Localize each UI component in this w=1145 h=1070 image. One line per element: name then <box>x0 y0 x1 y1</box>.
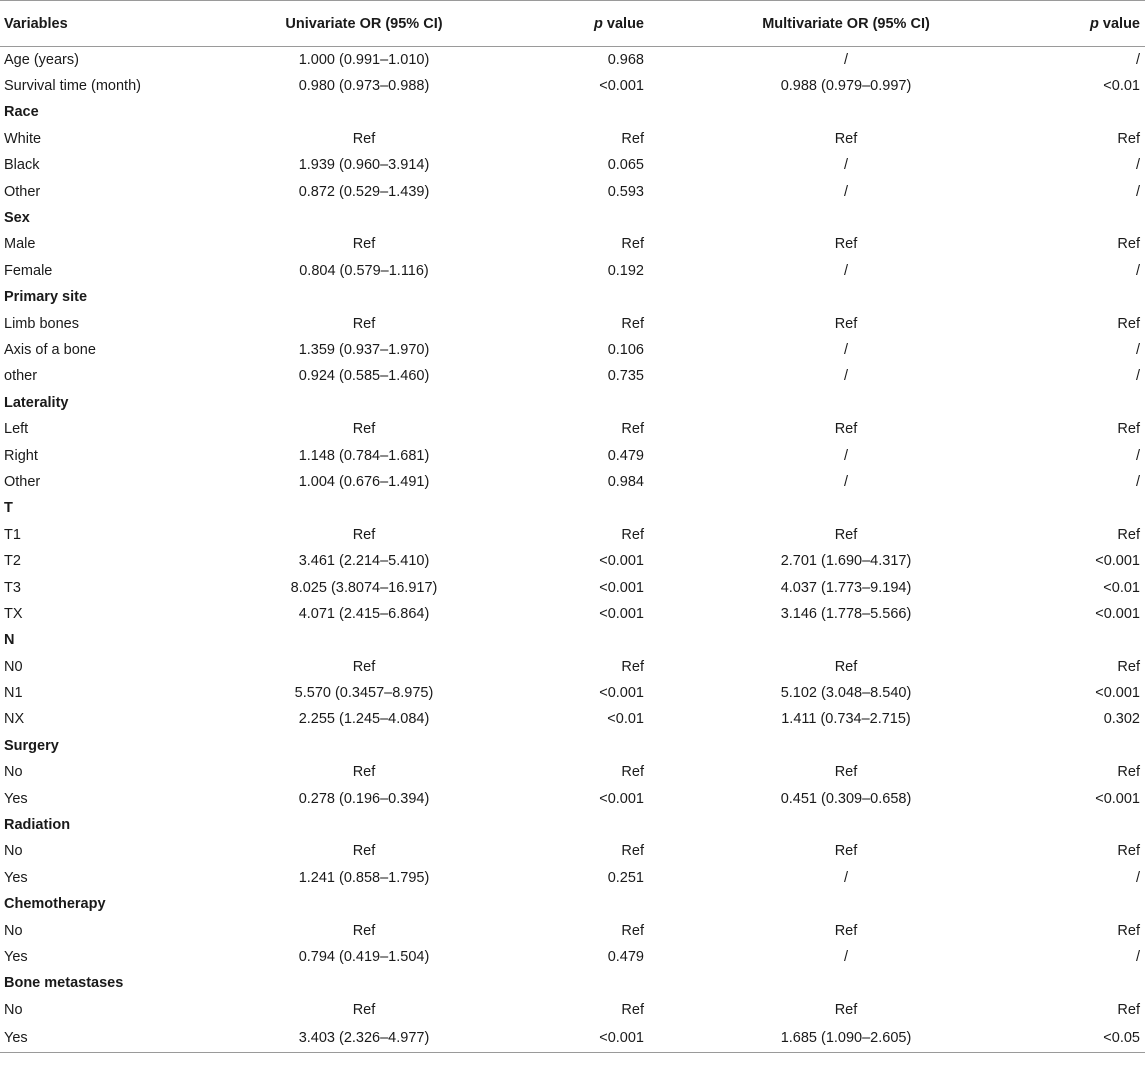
multivariate-p-cell: Ref <box>1117 130 1140 147</box>
univariate-p-cell: Ref <box>621 658 644 675</box>
univariate-p-cell: <0.001 <box>599 579 644 596</box>
multivariate-or-cell: 4.037 (1.773–9.194) <box>780 579 912 596</box>
univariate-or-cell: Ref <box>352 130 376 147</box>
multivariate-or-cell: / <box>843 157 849 174</box>
univariate-p-cell <box>534 812 651 838</box>
variable-cell: Surgery <box>4 737 59 754</box>
variable-cell: Male <box>4 236 36 253</box>
univariate-p-cell: Ref <box>621 764 644 781</box>
header-row <box>0 1 1145 47</box>
header-univariate: Univariate OR (95% CI) <box>194 1 534 47</box>
multivariate-p-cell: <0.001 <box>1095 790 1140 807</box>
multivariate-p-cell: Ref <box>1117 922 1140 939</box>
multivariate-p-cell: Ref <box>1117 526 1140 543</box>
section-header-row <box>0 390 1145 416</box>
univariate-p-cell <box>534 627 651 653</box>
multivariate-or-cell: / <box>843 473 849 490</box>
variable-cell: Left <box>4 421 29 438</box>
multivariate-p-cell <box>1041 970 1145 996</box>
multivariate-or-cell: Ref <box>834 764 858 781</box>
multivariate-p-cell: <0.001 <box>1095 685 1140 702</box>
univariate-or-cell <box>194 891 534 917</box>
table-row <box>0 73 1145 99</box>
univariate-or-cell <box>194 733 534 759</box>
multivariate-p-cell: <0.001 <box>1095 553 1140 570</box>
variable-cell: N <box>4 632 15 649</box>
multivariate-or-cell: 2.701 (1.690–4.317) <box>780 553 912 570</box>
table-row <box>0 231 1145 257</box>
table-row <box>0 706 1145 732</box>
multivariate-p-cell: Ref <box>1117 315 1140 332</box>
univariate-p-cell: <0.001 <box>534 1023 651 1053</box>
multivariate-p-cell <box>1041 99 1145 125</box>
multivariate-or-cell: Ref <box>834 315 858 332</box>
univariate-or-cell <box>194 284 534 310</box>
table-row <box>0 152 1145 178</box>
multivariate-or-cell: 1.411 (0.734–2.715) <box>781 711 911 728</box>
table-row <box>0 1023 1145 1053</box>
variable-cell: Yes <box>0 1023 194 1053</box>
univariate-p-cell <box>534 495 651 521</box>
multivariate-p-cell: Ref <box>1117 843 1140 860</box>
univariate-or-cell: Ref <box>352 922 376 939</box>
variable-cell: T1 <box>4 526 21 543</box>
univariate-or-cell: Ref <box>352 236 376 253</box>
univariate-p-cell <box>534 970 651 996</box>
table-row <box>0 416 1145 442</box>
table-row <box>0 653 1145 679</box>
variable-cell: White <box>4 130 42 147</box>
multivariate-or-cell <box>651 627 1041 653</box>
univariate-or-cell <box>194 205 534 231</box>
multivariate-p-cell: / <box>1135 447 1140 464</box>
univariate-p-cell: Ref <box>621 1001 644 1018</box>
section-header-row <box>0 495 1145 521</box>
univariate-p-cell <box>534 99 651 125</box>
multivariate-or-cell: / <box>843 447 849 464</box>
variable-cell: Bone metastases <box>4 975 124 992</box>
header-p-suffix: value <box>602 15 644 32</box>
univariate-p-cell: Ref <box>621 843 644 860</box>
multivariate-or-cell: / <box>843 368 849 385</box>
variable-cell: Limb bones <box>4 315 79 332</box>
multivariate-p-cell: Ref <box>1117 764 1140 781</box>
header-p-italic: p <box>1090 15 1099 32</box>
multivariate-p-cell: / <box>1135 341 1140 358</box>
univariate-p-cell: 0.593 <box>607 183 644 200</box>
univariate-p-cell: Ref <box>621 236 644 253</box>
section-header-row <box>0 99 1145 125</box>
header-p-italic: p <box>594 15 603 32</box>
variable-cell: Age (years) <box>4 51 79 68</box>
variable-cell: Female <box>4 262 53 279</box>
variable-cell: T3 <box>4 579 21 596</box>
variable-cell: N0 <box>4 658 23 675</box>
multivariate-or-cell: Ref <box>834 526 858 543</box>
multivariate-or-cell <box>651 970 1041 996</box>
univariate-p-cell: 0.106 <box>607 341 644 358</box>
univariate-p-cell: 0.735 <box>607 368 644 385</box>
multivariate-p-cell <box>1041 495 1145 521</box>
univariate-or-cell: 3.403 (2.326–4.977) <box>194 1023 534 1053</box>
variable-cell: Race <box>4 104 39 121</box>
multivariate-p-cell: / <box>1135 183 1140 200</box>
multivariate-or-cell: 1.685 (1.090–2.605) <box>651 1023 1041 1053</box>
multivariate-or-cell: Ref <box>834 922 858 939</box>
univariate-or-cell: 0.924 (0.585–1.460) <box>298 368 430 385</box>
univariate-p-cell: Ref <box>621 315 644 332</box>
section-header-row <box>0 733 1145 759</box>
table-row <box>0 917 1145 943</box>
header-variables: Variables <box>0 1 194 47</box>
univariate-p-cell <box>534 733 651 759</box>
table-row <box>0 522 1145 548</box>
variable-cell: Chemotherapy <box>4 896 106 913</box>
univariate-or-cell: 8.025 (3.8074–16.917) <box>290 579 438 596</box>
univariate-p-cell: 0.192 <box>607 262 644 279</box>
univariate-p-cell <box>534 390 651 416</box>
univariate-p-cell: <0.001 <box>599 553 644 570</box>
univariate-or-cell: 4.071 (2.415–6.864) <box>298 605 430 622</box>
univariate-or-cell: 1.241 (0.858–1.795) <box>298 869 430 886</box>
variable-cell: NX <box>4 711 25 728</box>
univariate-p-cell: 0.984 <box>607 473 644 490</box>
multivariate-or-cell: Ref <box>834 236 858 253</box>
table-row <box>0 601 1145 627</box>
table-row <box>0 785 1145 811</box>
variable-cell: Axis of a bone <box>4 341 96 358</box>
header-multivariate: Multivariate OR (95% CI) <box>651 1 1041 47</box>
variable-cell: Other <box>4 183 41 200</box>
table-row <box>0 680 1145 706</box>
variable-cell: No <box>4 922 23 939</box>
table-row <box>0 442 1145 468</box>
multivariate-or-cell <box>651 390 1041 416</box>
multivariate-p-cell: / <box>1135 51 1140 68</box>
variable-cell: Yes <box>4 869 28 886</box>
univariate-p-cell: Ref <box>621 130 644 147</box>
multivariate-p-cell: / <box>1135 368 1140 385</box>
multivariate-p-cell <box>1041 390 1145 416</box>
table-row <box>0 759 1145 785</box>
variable-cell: Yes <box>4 948 28 965</box>
variable-cell: Yes <box>4 790 28 807</box>
variable-cell: Black <box>4 157 40 174</box>
variable-cell: Sex <box>4 210 30 227</box>
univariate-p-cell: <0.001 <box>599 685 644 702</box>
section-header-row <box>0 284 1145 310</box>
variable-cell: N1 <box>4 685 23 702</box>
multivariate-or-cell <box>651 284 1041 310</box>
univariate-p-cell: 0.251 <box>607 869 644 886</box>
header-p-suffix: value <box>1098 15 1140 32</box>
multivariate-p-cell: / <box>1135 262 1140 279</box>
univariate-or-cell <box>194 627 534 653</box>
univariate-p-cell: Ref <box>621 922 644 939</box>
multivariate-or-cell: Ref <box>834 658 858 675</box>
table-row <box>0 944 1145 970</box>
table-row <box>0 126 1145 152</box>
univariate-or-cell: Ref <box>352 843 376 860</box>
variable-cell: Right <box>4 447 38 464</box>
univariate-or-cell: 1.000 (0.991–1.010) <box>298 51 430 68</box>
univariate-p-cell <box>534 284 651 310</box>
univariate-or-cell: 3.461 (2.214–5.410) <box>298 553 430 570</box>
table-row <box>0 997 1145 1023</box>
multivariate-or-cell <box>651 733 1041 759</box>
univariate-or-cell: 2.255 (1.245–4.084) <box>298 711 430 728</box>
multivariate-p-cell: / <box>1135 473 1140 490</box>
variable-cell: T <box>4 500 13 517</box>
univariate-or-cell: 0.872 (0.529–1.439) <box>298 183 430 200</box>
variable-cell: other <box>4 368 38 385</box>
multivariate-or-cell: / <box>843 262 849 279</box>
section-header-row <box>0 970 1145 996</box>
univariate-p-cell: Ref <box>621 421 644 438</box>
multivariate-p-cell <box>1041 812 1145 838</box>
multivariate-or-cell: / <box>843 341 849 358</box>
variable-cell: T2 <box>4 553 21 570</box>
table-row <box>0 310 1145 336</box>
univariate-p-cell <box>534 205 651 231</box>
variable-cell: Primary site <box>4 289 88 306</box>
univariate-or-cell <box>194 812 534 838</box>
univariate-p-cell: <0.01 <box>607 711 644 728</box>
multivariate-p-cell: Ref <box>1117 658 1140 675</box>
table-row <box>0 337 1145 363</box>
univariate-or-cell <box>194 970 534 996</box>
multivariate-p-cell: <0.001 <box>1095 605 1140 622</box>
univariate-p-cell: <0.001 <box>599 790 644 807</box>
univariate-p-cell: 0.479 <box>607 948 644 965</box>
multivariate-or-cell: / <box>843 869 849 886</box>
univariate-or-cell <box>194 99 534 125</box>
table-row <box>0 865 1145 891</box>
table-row <box>0 47 1145 73</box>
multivariate-or-cell: 0.988 (0.979–0.997) <box>780 78 912 95</box>
multivariate-p-cell: <0.01 <box>1103 78 1140 95</box>
univariate-or-cell: 1.004 (0.676–1.491) <box>298 473 430 490</box>
univariate-or-cell <box>194 390 534 416</box>
variable-cell: TX <box>4 605 23 622</box>
variable-cell: Radiation <box>4 817 71 834</box>
multivariate-p-cell: / <box>1135 869 1140 886</box>
multivariate-p-cell: <0.05 <box>1041 1023 1145 1053</box>
table-row <box>0 363 1145 389</box>
univariate-or-cell: 1.359 (0.937–1.970) <box>298 341 430 358</box>
univariate-p-cell: <0.001 <box>599 78 644 95</box>
univariate-or-cell: Ref <box>352 1001 376 1018</box>
section-header-row <box>0 812 1145 838</box>
multivariate-or-cell <box>651 891 1041 917</box>
table-header <box>0 1 1145 47</box>
multivariate-p-cell: <0.01 <box>1103 579 1140 596</box>
table-body <box>0 47 1145 1053</box>
multivariate-p-cell: / <box>1135 157 1140 174</box>
variable-cell: No <box>4 764 23 781</box>
multivariate-or-cell: Ref <box>834 130 858 147</box>
univariate-or-cell: Ref <box>352 315 376 332</box>
variable-cell: No <box>4 843 23 860</box>
header-p-value-multivariate <box>1041 1 1145 47</box>
table-row <box>0 178 1145 204</box>
multivariate-p-cell <box>1041 627 1145 653</box>
univariate-or-cell: Ref <box>352 764 376 781</box>
section-header-row <box>0 627 1145 653</box>
multivariate-p-cell: / <box>1135 948 1140 965</box>
univariate-or-cell: 0.804 (0.579–1.116) <box>299 262 429 279</box>
univariate-p-cell <box>534 891 651 917</box>
variable-cell: Laterality <box>4 394 69 411</box>
univariate-or-cell: 0.794 (0.419–1.504) <box>298 948 430 965</box>
univariate-p-cell: 0.479 <box>607 447 644 464</box>
variable-cell: Other <box>4 473 41 490</box>
table-row <box>0 548 1145 574</box>
multivariate-p-cell: 0.302 <box>1103 711 1140 728</box>
table-row <box>0 574 1145 600</box>
multivariate-or-cell: 3.146 (1.778–5.566) <box>780 605 912 622</box>
univariate-or-cell: 1.939 (0.960–3.914) <box>298 157 430 174</box>
univariate-or-cell: Ref <box>352 658 376 675</box>
multivariate-or-cell <box>651 205 1041 231</box>
multivariate-p-cell <box>1041 733 1145 759</box>
multivariate-p-cell: Ref <box>1117 1001 1140 1018</box>
multivariate-or-cell: Ref <box>834 843 858 860</box>
univariate-or-cell: Ref <box>352 421 376 438</box>
univariate-p-cell: <0.001 <box>599 605 644 622</box>
multivariate-or-cell: Ref <box>834 421 858 438</box>
multivariate-or-cell <box>651 812 1041 838</box>
section-header-row <box>0 205 1145 231</box>
header-p-value-univariate <box>534 1 651 47</box>
multivariate-or-cell: / <box>843 51 849 68</box>
multivariate-p-cell <box>1041 891 1145 917</box>
multivariate-p-cell: Ref <box>1117 236 1140 253</box>
multivariate-or-cell: Ref <box>834 1001 858 1018</box>
section-header-row <box>0 891 1145 917</box>
univariate-or-cell: 1.148 (0.784–1.681) <box>298 447 430 464</box>
multivariate-or-cell: / <box>843 948 849 965</box>
multivariate-p-cell <box>1041 284 1145 310</box>
table-row <box>0 258 1145 284</box>
multivariate-p-cell <box>1041 205 1145 231</box>
multivariate-or-cell: / <box>843 183 849 200</box>
multivariate-or-cell: 0.451 (0.309–0.658) <box>780 790 912 807</box>
univariate-or-cell: Ref <box>352 526 376 543</box>
univariate-or-cell: 0.278 (0.196–0.394) <box>298 790 430 807</box>
univariate-p-cell: 0.968 <box>607 51 644 68</box>
table-row <box>0 469 1145 495</box>
univariate-p-cell: Ref <box>621 526 644 543</box>
multivariate-p-cell: Ref <box>1117 421 1140 438</box>
univariate-or-cell <box>194 495 534 521</box>
table-row <box>0 838 1145 864</box>
univariate-p-cell: 0.065 <box>607 157 644 174</box>
variable-cell: No <box>4 1001 23 1018</box>
variable-cell: Survival time (month) <box>4 78 141 95</box>
univariate-or-cell: 0.980 (0.973–0.988) <box>298 78 430 95</box>
univariate-or-cell: 5.570 (0.3457–8.975) <box>294 685 434 702</box>
multivariate-or-cell <box>651 495 1041 521</box>
multivariate-or-cell: 5.102 (3.048–8.540) <box>780 685 912 702</box>
multivariate-or-cell <box>651 99 1041 125</box>
